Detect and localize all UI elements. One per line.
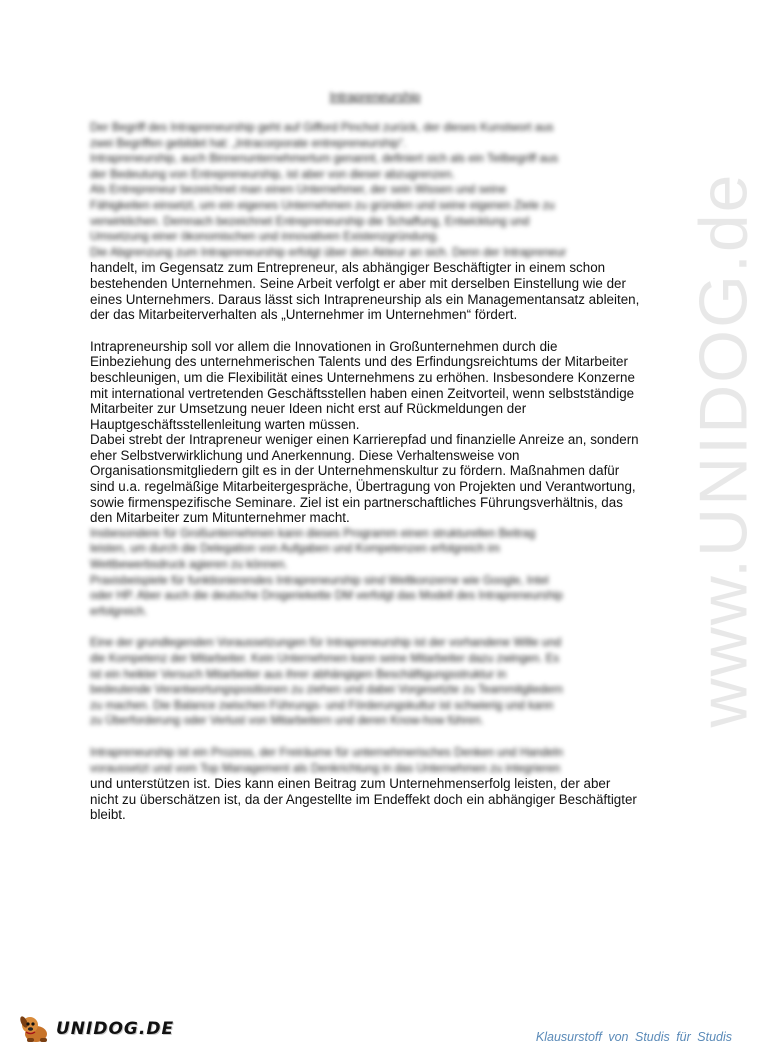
text-line: Einbeziehung des unternehmerischen Talents und des Erfindungsreichtums der Mitarbeiter xyxy=(90,354,628,370)
footer-logo xyxy=(18,1014,174,1044)
paragraph-gap xyxy=(90,729,670,745)
text-line: bestehenden Unternehmen. Seine Arbeit verfolgt er aber mit derselben Einstellung wie der xyxy=(90,275,626,291)
blurred-text-line: zu machen. Die Balance zwischen Führungs- und Förderungskultur ist schwierig und kann xyxy=(90,698,554,712)
blurred-text-line: voraussetzt und vom Top Management als Denkrichtung in das Unternehmen zu integrieren xyxy=(90,761,561,775)
logo-text: UNIDOG.DE xyxy=(56,1019,175,1039)
text-line: Dabei strebt der Intrapreneur weniger einen Karrierepfad und finanzielle Anreize an, sondern xyxy=(90,432,639,448)
text-line: sind u.a. regelmäßige Mitarbeitergespräche, Übertragung von Projekten und Verantwortung, xyxy=(90,479,636,495)
blurred-text-line: Die Abgrenzung zum Intrapreneurship erfolgt über den Akteur an sich. Denn der Intrapreneur xyxy=(90,245,567,259)
blurred-text-line: Wettbewerbsdruck agieren zu können. xyxy=(90,558,288,572)
blurred-text-line: der Bedeutung von Entrepreneurship, ist aber von dieser abzugrenzen. xyxy=(90,167,455,181)
blurred-text-line: verwirklichen. Demnach bezeichnet Entrepreneurship die Schaffung, Entwicklung und xyxy=(90,214,530,228)
blurred-text-line: bedeutende Verantwortungspositionen zu ziehen und dabei Vorgesetzte zu Teammitgliedern xyxy=(90,683,563,697)
text-line: bleibt. xyxy=(90,807,126,823)
paragraph xyxy=(90,635,670,729)
text-line: mit international vertretenden Geschäftsstellen haben einen Zeitvorteil, wenn selbstständige xyxy=(90,385,635,401)
blurred-text-line: Insbesondere für Großunternehmen kann dieses Programm einen strukturellen Beitrag xyxy=(90,526,536,540)
text-line: eines Unternehmers. Daraus lässt sich Intrapreneurship als ein Managementansatz ableiten, xyxy=(90,291,640,307)
blurred-text-line: oder HP. Aber auch die deutsche Drogeriekette DM verfolgt das Modell des Intrapreneurship xyxy=(90,589,563,603)
watermark xyxy=(668,150,778,750)
dog-mascot-icon xyxy=(18,1014,52,1044)
paragraph xyxy=(90,120,670,323)
text-line: Mitarbeiter zur Umsetzung neuer Ideen nicht erst auf Rückmeldungen der xyxy=(90,401,527,417)
blurred-text-line: Als Entrepreneur bezeichnet man einen Unternehmer, der sein Wissen und seine xyxy=(90,183,507,197)
blurred-text-line: die Kompetenz der Mitarbeiter. Kein Unternehmen kann seine Mitarbeiter dazu zwingen. Es xyxy=(90,652,560,665)
blurred-text-line: leisten, um durch die Delegation von Aufgaben und Kompetenzen erfolgreich im xyxy=(90,542,500,556)
text-line: und unterstützen ist. Dies kann einen Beitrag zum Unternehmenserfolg leisten, der aber xyxy=(90,776,611,792)
blurred-text-line: Praxisbeispiele für funktionierendes Intrapreneurship sind Weltkonzerne wie Google, Intel xyxy=(90,573,549,587)
text-line: Intrapreneurship soll vor allem die Innovationen in Großunternehmen durch die xyxy=(90,338,558,354)
text-line: Hauptgeschäftsstellenleitung warten müssen. xyxy=(90,416,360,432)
blurred-text-line: ist ein heikler Versuch Mitarbeiter aus ihrer abhängigen Beschäftigungsstruktur in xyxy=(90,667,507,681)
paragraph-gap xyxy=(90,619,670,635)
text-line: beschleunigen, um die Flexibilität eines Unternehmens zu erhöhen. Insbesondere Konzerne xyxy=(90,369,635,385)
paragraph xyxy=(90,339,670,620)
blurred-text-line: zwei Begriffen gebildet hat: „Intracorporate entrepreneurship“. xyxy=(90,136,407,150)
blurred-text-line: erfolgreich. xyxy=(90,604,148,618)
paragraph xyxy=(90,745,670,823)
text-line: den Mitarbeiter zum Mitunternehmer macht. xyxy=(90,510,350,526)
watermark-text: www.UNIDOG.de xyxy=(685,172,761,728)
blurred-text-line: Eine der grundlegenden Voraussetzungen für Intrapreneurship ist der vorhandene Wille und xyxy=(90,636,562,650)
text-line: nicht zu überschätzen ist, da der Angestellte im Endeffekt doch ein abhängiger Beschäftigter xyxy=(90,791,637,807)
text-line: eher Selbstverwirklichung und Anerkennung. Diese Verhaltensweise von xyxy=(90,447,520,463)
text-line: der das Mitarbeiterverhalten als „Unternehmer im Unternehmen“ fördert. xyxy=(90,307,518,323)
document-body xyxy=(90,120,670,823)
blurred-text-line: Fähigkeiten einsetzt, um ein eigenes Unternehmen zu gründen und seine eigenen Ziele zu xyxy=(90,198,555,212)
text-line: Organisationsmitgliedern gilt es in der Unternehmenskultur zu fördern. Maßnahmen dafür xyxy=(90,463,620,479)
blurred-text-line: Intrapreneurship, auch Binnenunternehmertum genannt, definiert sich als ein Teilbegriff aus xyxy=(90,152,559,166)
blurred-text-line: Intrapreneurship ist ein Prozess, der Freiräume für unternehmerisches Denken und Handeln xyxy=(90,745,564,759)
blurred-text-line: Der Begriff des Intrapreneurship geht auf Gifford Pinchot zurück, der dieses Kunstwort aus xyxy=(90,121,554,134)
text-line: sowie firmenspezifische Seminare. Ziel ist ein partnerschaftliches Führungsverhältnis, das xyxy=(90,494,623,510)
document-title: Intrapreneurship xyxy=(329,90,421,104)
footer-tagline: Klausurstoff von Studis für Studis xyxy=(535,1030,732,1044)
blurred-text-line: zu Überforderung oder Verlust von Mitarbeitern und deren Know-how führen. xyxy=(90,714,484,728)
text-line: handelt, im Gegensatz zum Entrepreneur, als abhängiger Beschäftigter in einem schon xyxy=(90,260,606,276)
paragraph-gap xyxy=(90,323,670,339)
blurred-text-line: Umsetzung einer ökonomischen und innovativen Existenzgründung. xyxy=(90,230,440,244)
